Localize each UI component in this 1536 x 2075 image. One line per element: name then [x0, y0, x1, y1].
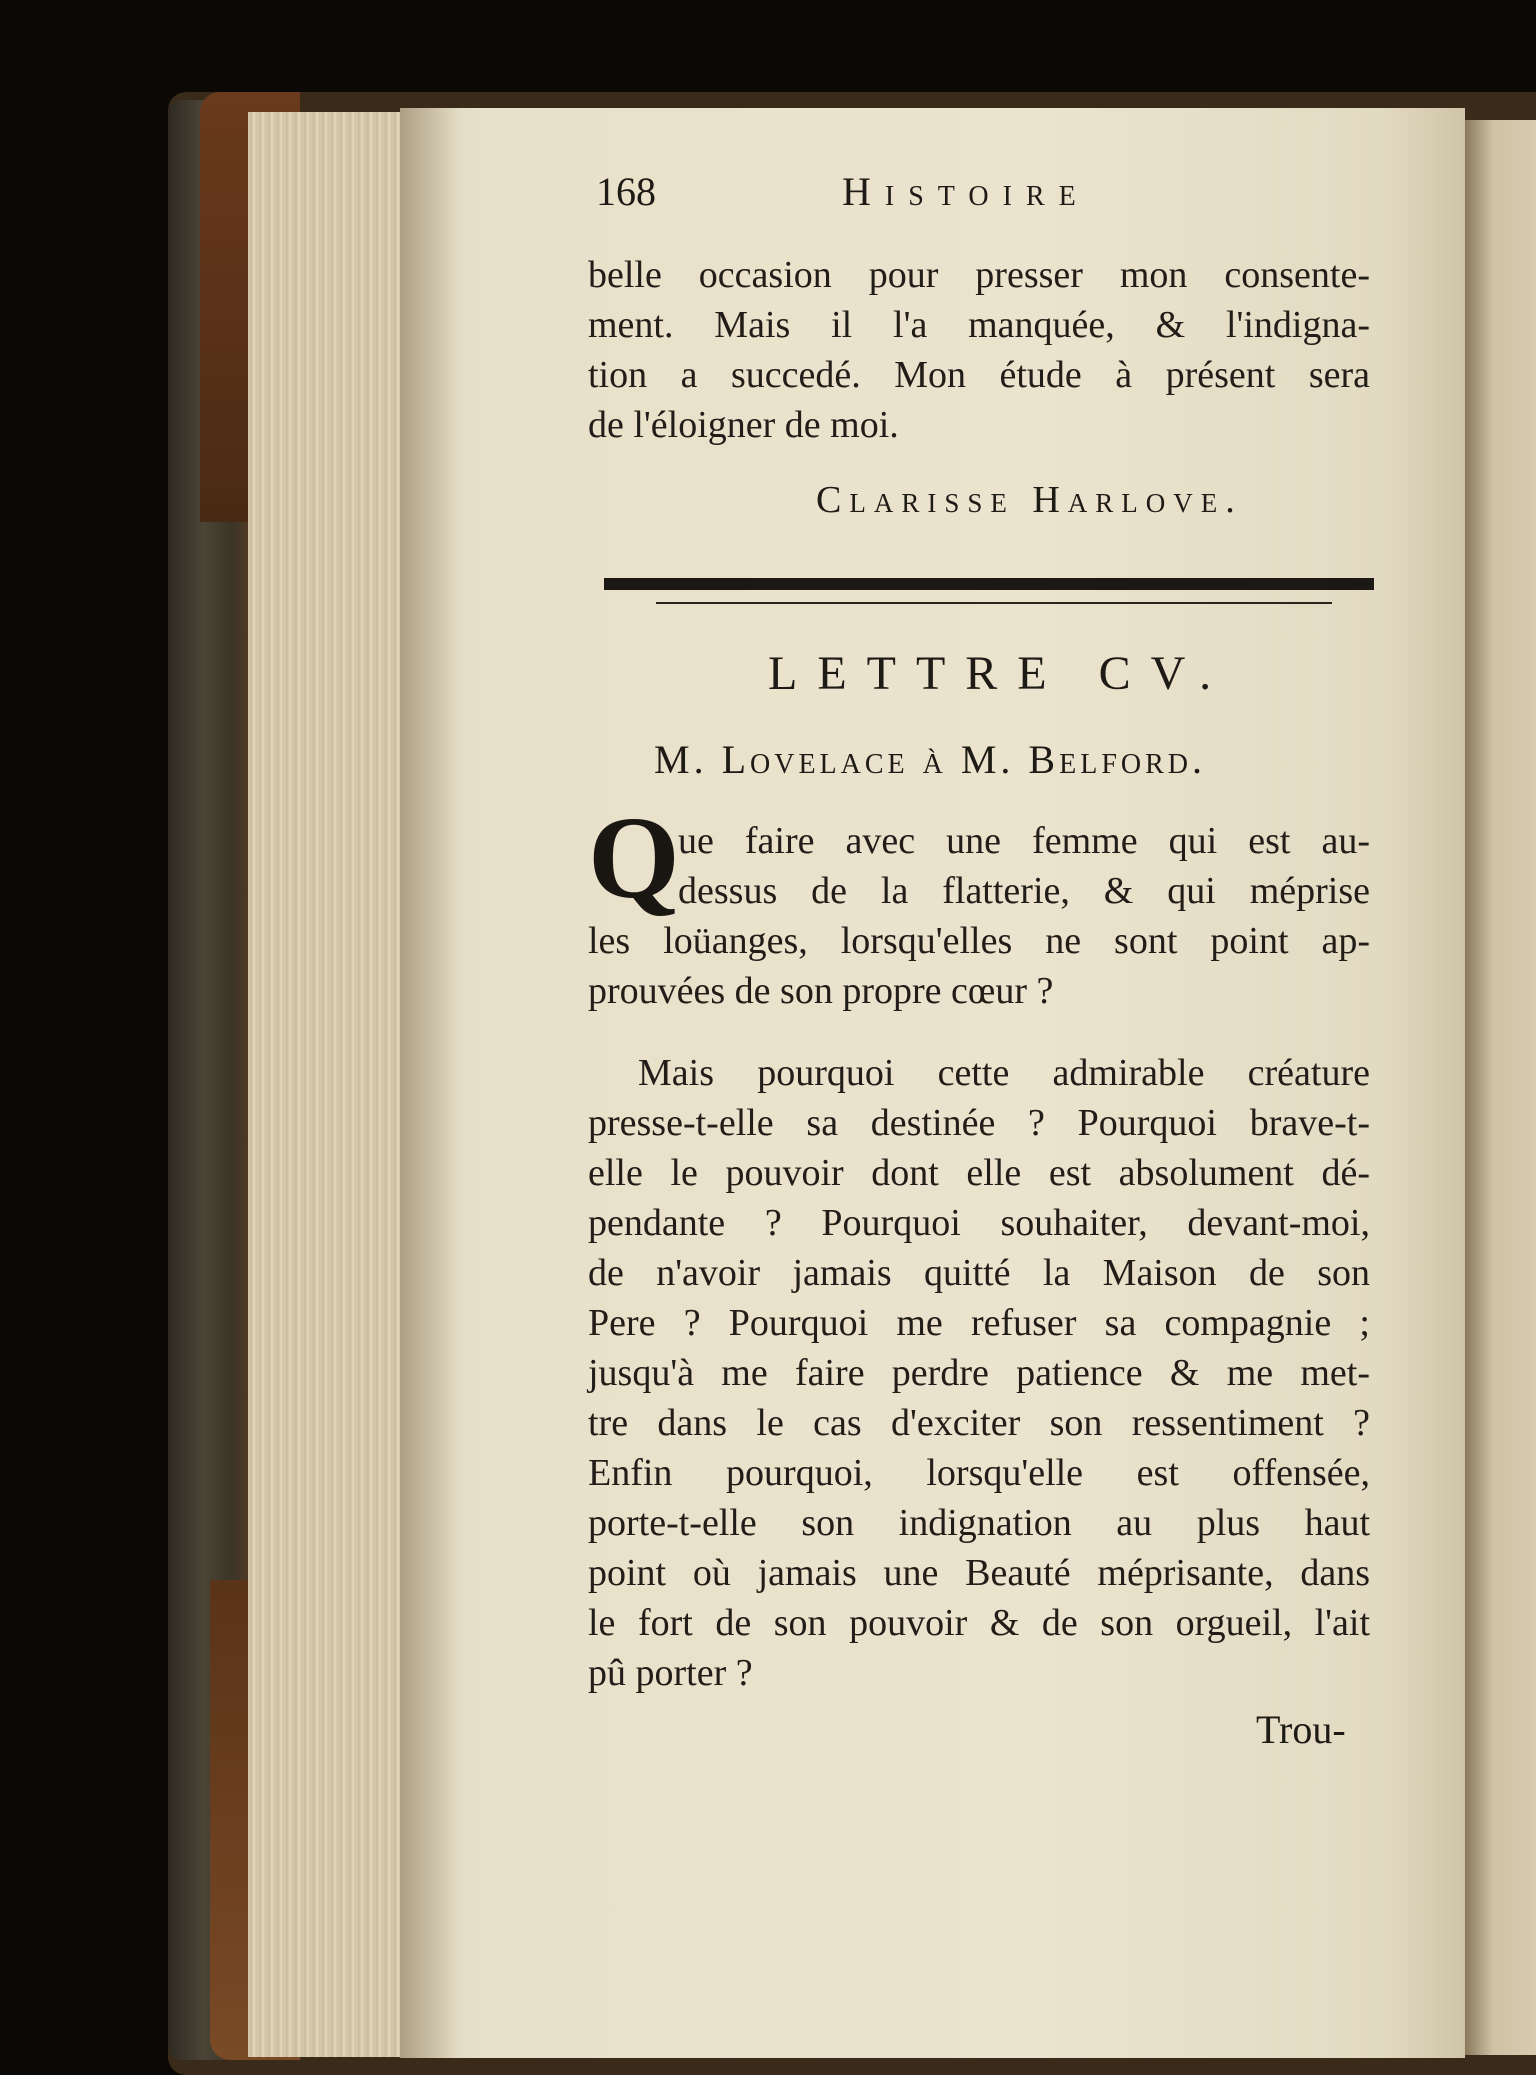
text-line: Mais pourquoi cette admirable créature: [638, 1052, 1370, 1094]
text-line: elle le pouvoir dont elle est absolument dé-: [588, 1152, 1370, 1194]
text-line: de n'avoir jamais quitté la Maison de son: [588, 1252, 1370, 1294]
letter-title: LETTRE CV.: [768, 647, 1232, 700]
text-line: point où jamais une Beauté méprisante, dans: [588, 1552, 1370, 1594]
page-edges: [248, 112, 408, 2057]
text-line: Pere ? Pourquoi me refuser sa compagnie ;: [588, 1302, 1370, 1344]
text-line: pû porter ?: [588, 1652, 753, 1694]
drop-cap: Q: [588, 792, 680, 923]
text-line: belle occasion pour presser mon consente-: [588, 254, 1370, 296]
thin-rule: [656, 602, 1332, 604]
text-line: ue faire avec une femme qui est au-: [678, 820, 1370, 862]
text-line: Enfin pourquoi, lorsqu'elle est offensée,: [588, 1452, 1370, 1494]
text-line: tion a succedé. Mon étude à présent sera: [588, 354, 1370, 396]
text-line: porte-t-elle son indignation au plus haut: [588, 1502, 1370, 1544]
letter-address: M. Lovelace à M. Belford.: [654, 737, 1207, 782]
gutter-shadow: [400, 108, 460, 2058]
running-title: Histoire: [842, 169, 1090, 214]
text-line: dessus de la flatterie, & qui méprise: [678, 870, 1370, 912]
page-number: 168: [596, 169, 656, 214]
letter-signature: Clarisse Harlove.: [816, 479, 1243, 521]
text-line: presse-t-elle sa destinée ? Pourquoi brave-t-: [588, 1102, 1370, 1144]
text-line: le fort de son pouvoir & de son orgueil, l'ait: [588, 1602, 1370, 1644]
text-line: tre dans le cas d'exciter son ressentiment ?: [588, 1402, 1370, 1444]
text-line: de l'éloigner de moi.: [588, 404, 899, 446]
ornamental-rule: [604, 578, 1374, 590]
text-line: les loüanges, lorsqu'elles ne sont point ap-: [588, 920, 1370, 962]
facing-page-edge: [1465, 120, 1536, 2055]
text-line: jusqu'à me faire perdre patience & me met-: [588, 1352, 1370, 1394]
text-line: prouvées de son propre cœur ?: [588, 970, 1054, 1012]
text-line: ment. Mais il l'a manquée, & l'indigna-: [588, 304, 1370, 346]
text-line: pendante ? Pourquoi souhaiter, devant-moi,: [588, 1202, 1370, 1244]
catchword: Trou-: [1256, 1707, 1346, 1752]
